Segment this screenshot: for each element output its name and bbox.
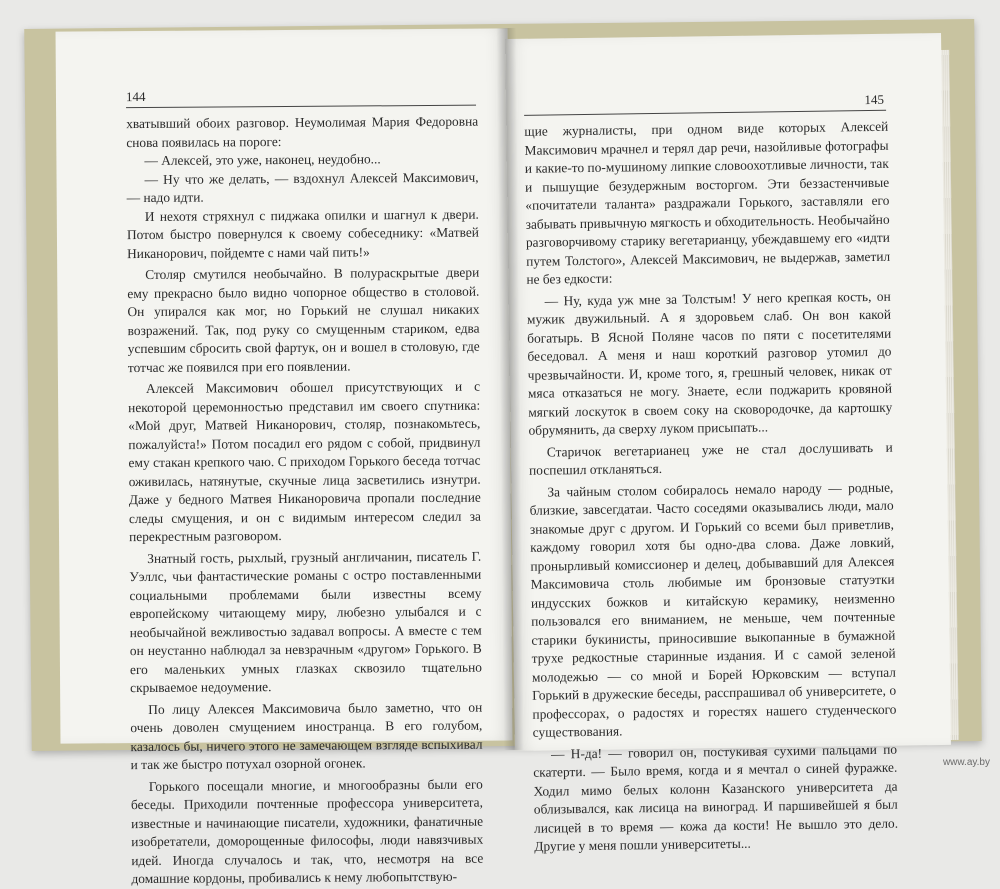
paragraph: — Алексей, это уже, наконец, неудобно... xyxy=(144,151,381,168)
paragraph: хватывший обоих разговор. Неумолимая Мария Федоровна снова появилась на пороге: xyxy=(126,113,479,150)
paragraph: По лицу Алексея Максимовича было заметно, что он очень доволен смущением иностранца. В его голубом, казалось бы, ничего этого не замечающем взгляде вспыхивал и так же быстро потухал озорной огонек. xyxy=(130,699,483,773)
paragraph: Алексей Максимович обошел присутствующих и с некоторой церемонностью представил им своего спутника: «Мой друг, Матвей Никанорович, столяр, познакомьтесь, пожалуйста!» Потом посадил его рядом с собой, придвинул ему стакан крепкого чаю. С приходом Горького беседа тотчас оживилась, натянутые, скучные лица засветились изнутри. Даже у бедного Матвея Никаноровича пропали последние следы смущения, и он с видимым интересом следил за перекрестным разговором. xyxy=(128,378,481,545)
paragraph: Знатный гость, рыхлый, грузный англичанин, писатель Г. Уэллс, чьи фантастические романы с остро поставленными социальными проблемами были известны всему европейскому читающему миру, любезно улыбался и с необычайной вежливостью задавал вопросы. А вместе с тем он неустанно наблюдал за невзрачным «другом» Горького. В его маленьких умных глазках сквозило тщательно скрываемое недоумение. xyxy=(129,548,483,696)
paragraph: — Н-да! — говорил он, постукивая сухими пальцами по скатерти. — Было время, когда и я мечтал о синей фуражке. Ходил мимо белых колонн Казанского университета да облизывался, как лисица на виноград. И паршивейшей я был лисицей в то время — кожа да кости! Не вышло это дело. Другие у меня пошли университеты... xyxy=(533,741,899,854)
left-page-body xyxy=(126,113,483,889)
paragraph: Старичок вегетарианец уже не стал дослушивать и поспешил откланяться. xyxy=(528,439,893,478)
watermark: www.ay.by xyxy=(942,757,990,768)
paragraph: Столяр смутился необычайно. В полураскрытые двери ему прекрасно было видно чопорное общество в столовой. Он упирался как мог, но Горький не слушал никаких возражений. Так, под руку со смущенным стариком, едва успевшим сбросить свой фартук, он и вошел в столовую, где тотчас же появился при его появлении. xyxy=(127,264,480,375)
paragraph: щие журналисты, при одном виде которых Алексей Максимович мрачнел и терял дар речи, назойливые фотографы и какие-то по-мушиному липкие словоохотливые личности, так и пышущие безудержным восторгом. Эти беззастенчивые «почитатели таланта» раздражали Горького, заставляли его забывать привычную мягкость и обходительность. Необычайно разговорчивому старику вегетарианцу, убеждавшему его «идти путем Толстого», Алексей Максимович, не выдержав, заметил не без едкости: xyxy=(524,118,891,287)
left-page-header xyxy=(126,83,481,105)
right-page-body xyxy=(524,118,898,857)
paragraph: Горького посещали многие, и многообразны были его беседы. Приходили почтенные профессора университета, известные и начинающие писатели, художники, фанатичные изобретатели, доморощенные философы, люди навязчивых идей. Иногда случалось и так, что, несмотря на все домашние кордоны, пробивались к нему любопытствую- xyxy=(130,776,484,887)
paragraph: И нехотя стряхнул с пиджака опилки и шагнул к двери. Потом быстро повернулся к своему собеседнику: «Матвей Никанорович, пойдемте с нами чай пить!» xyxy=(126,206,479,261)
paragraph: — Ну что же делать, — вздохнул Алексей Максимович, — надо идти. xyxy=(126,169,479,206)
paragraph: — Ну, куда уж мне за Толстым! У него крепкая кость, он мужик двужильный. А я здоровьем слаб. Он вон какой богатырь. В Ясной Поляне часов по пяти с посетителями беседовал. А меня и наш короткий разговор утомил до чрезвычайности. И, кроме того, я, грешный человек, никак от мяса отказаться не могу. Знаете, если поджарить кровяной мягкий лоскуток в своем соку на сковородочке, да картошку обрумянить, да сверху луком присыпать... xyxy=(526,288,893,438)
left-page xyxy=(56,28,513,887)
right-page-header xyxy=(524,88,884,113)
paragraph: За чайным столом собиралось немало народу — родные, близкие, завсегдатаи. Часто соседями оказывались люди, мало знакомые друг с другом. И Горький со всеми был приветлив, каждому говорил хотя бы одно-два слова. Даже ловкий, пронырливый комиссионер и делец, добывавший для Алексея Максимовича столь любимые им бронзовые статуэтки индусских божков и китайскую керамику, неизменно пользовался его вниманием, не меньше, чем почтенные старики букинисты, приносившие выкопанные в бумажной трухе редкостные старинные издания. И с самой зеленой молодежью — со мной и Борей Юрковским — вступал Горький в дружеские беседы, расспрашивал об университете, о профессорах, о радостях и горестях нашего студенческого существования. xyxy=(529,479,897,740)
left-page-number: 144 xyxy=(125,88,146,105)
right-page-number: 145 xyxy=(864,91,885,108)
left-header-rule xyxy=(126,105,476,108)
right-page xyxy=(505,33,951,854)
